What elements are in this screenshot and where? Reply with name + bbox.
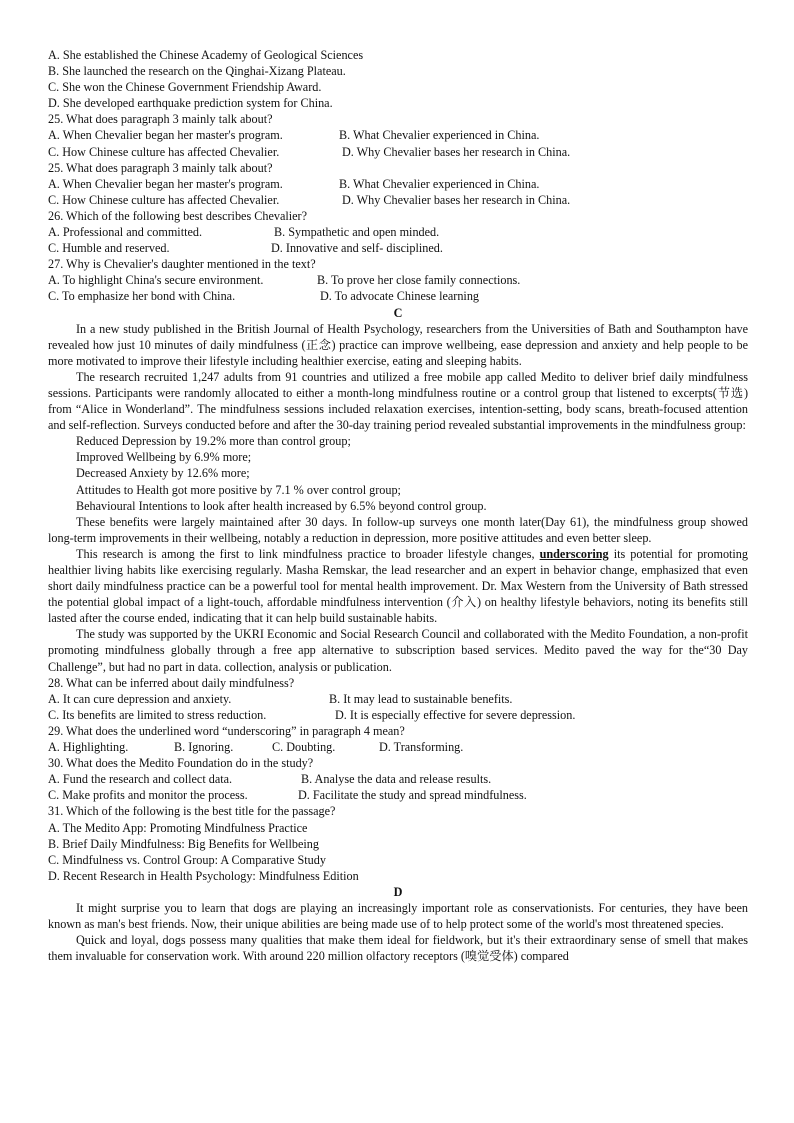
result-anxiety: Decreased Anxiety by 12.6% more; bbox=[76, 466, 250, 481]
section-d-paragraph-1: It might surprise you to learn that dogs are playing an increasingly important role as conservationists. For centuries, they have been known as man's best friends. Now, their unique abilities are being made use of to help protect some of the world's most threatened species. bbox=[48, 900, 748, 932]
section-c-paragraph-5: The study was supported by the UKRI Economic and Social Research Council and collaborated with the Medito Foundation, a non-profit promoting mindfulness globally through a free app alternative to subscription based services. Medito paved the way for the“30 Day Challenge”, but had no part in data. collection, analysis or publication. bbox=[48, 627, 748, 674]
section-c-paragraph-1: In a new study published in the British Journal of Health Psychology, researchers from the Universities of Bath and Southampton have revealed how just 10 minutes of daily mindfulness (正念) practice can improve wellbeing, ease depression and anxiety and help people to be more motivated to improve their lifestyle including healthier exercise, eating and sleeping habits. bbox=[48, 321, 748, 368]
q27-stem: 27. Why is Chevalier's daughter mentioned in the text? bbox=[48, 257, 316, 272]
q25a-option-c[interactable]: C. How Chinese culture has affected Chevalier. bbox=[48, 144, 280, 159]
q26-option-b[interactable]: B. Sympathetic and open minded. bbox=[274, 225, 440, 240]
section-c-paragraph-4 bbox=[48, 546, 748, 626]
q25b-option-c[interactable]: C. How Chinese culture has affected Chevalier. bbox=[48, 192, 280, 207]
q30-option-d[interactable]: D. Facilitate the study and spread mindfulness. bbox=[298, 788, 527, 803]
q24-option-b[interactable]: B. She launched the research on the Qinghai-Xizang Plateau. bbox=[48, 64, 346, 79]
q25a-option-a[interactable]: A. When Chevalier began her master's program. bbox=[48, 128, 283, 143]
p4-after: its potential for promoting healthier living habits like exercising regularly. Masha Remskar, the lead researcher and an expert in behavior change, emphasized that even short daily mindfulness practice can be a powerful tool for mental health improvement. Dr. Max Western from the University of Bath stressed the potential global impact of a light-touch, affordable mindfulness intervention (介入) on healthy lifestyle behaviors, noting its benefits still lasted after the course ended, indicating that it can help build sustainable habits. bbox=[48, 546, 748, 626]
question-30 bbox=[48, 755, 748, 803]
q26-stem: 26. Which of the following best describes Chevalier? bbox=[48, 208, 308, 223]
q27-option-a[interactable]: A. To highlight China's secure environment. bbox=[48, 273, 264, 288]
p4-before: This research is among the first to link mindfulness practice to broader lifestyle changes, bbox=[76, 546, 540, 561]
section-d-paragraph-2: Quick and loyal, dogs possess many qualities that make them ideal for fieldwork, but it's their extraordinary sense of smell that makes them invaluable for conservation work. With around 220 million olfactory receptors (嗅觉受体) compared bbox=[48, 933, 748, 964]
q26-option-c[interactable]: C. Humble and reserved. bbox=[48, 241, 170, 256]
exam-page bbox=[48, 47, 748, 964]
q29-option-b[interactable]: B. Ignoring. bbox=[174, 740, 234, 755]
q31-option-d[interactable]: D. Recent Research in Health Psychology: Mindfulness Edition bbox=[48, 868, 359, 883]
q25a-option-b[interactable]: B. What Chevalier experienced in China. bbox=[339, 128, 540, 143]
q31-stem: 31. Which of the following is the best title for the passage? bbox=[48, 804, 336, 819]
q31-option-c[interactable]: C. Mindfulness vs. Control Group: A Comparative Study bbox=[48, 852, 326, 867]
q24-option-d[interactable]: D. She developed earthquake prediction system for China. bbox=[48, 96, 333, 111]
q28-stem: 28. What can be inferred about daily mindfulness? bbox=[48, 675, 295, 690]
q27-option-c[interactable]: C. To emphasize her bond with China. bbox=[48, 289, 236, 304]
q28-option-c[interactable]: C. Its benefits are limited to stress reduction. bbox=[48, 707, 267, 722]
q30-option-a[interactable]: A. Fund the research and collect data. bbox=[48, 772, 233, 787]
section-c-heading: C bbox=[393, 305, 403, 320]
underscoring-keyword: underscoring bbox=[539, 546, 609, 561]
question-28 bbox=[48, 675, 748, 723]
question-25a bbox=[48, 111, 748, 159]
q29-stem: 29. What does the underlined word “underscoring” in paragraph 4 mean? bbox=[48, 723, 405, 738]
q25b-option-d[interactable]: D. Why Chevalier bases her research in China. bbox=[342, 192, 571, 207]
q25b-option-a[interactable]: A. When Chevalier began her master's program. bbox=[48, 176, 283, 191]
q25a-stem: 25. What does paragraph 3 mainly talk about? bbox=[48, 112, 273, 127]
section-c-paragraph-2: The research recruited 1,247 adults from 91 countries and utilized a free mobile app called Medito to deliver brief daily mindfulness sessions. Participants were randomly allocated to either a month-long mindfulness routine or a control group that listened to excerpts(节选) from “Alice in Wonderland”. The mindfulness sessions included relaxation exercises, intention-setting, body scans, breath-focused attention and self-reflection. Surveys conducted before and after the 30-day training period revealed substantial improvements in the mindfulness group: bbox=[48, 369, 748, 433]
q28-option-a[interactable]: A. It can cure depression and anxiety. bbox=[48, 691, 232, 706]
q27-option-b[interactable]: B. To prove her close family connections. bbox=[317, 273, 521, 288]
q30-option-c[interactable]: C. Make profits and monitor the process. bbox=[48, 788, 248, 803]
question-31 bbox=[48, 803, 748, 883]
q25a-option-d[interactable]: D. Why Chevalier bases her research in China. bbox=[342, 144, 571, 159]
q28-option-d[interactable]: D. It is especially effective for severe depression. bbox=[335, 707, 576, 722]
q29-option-d[interactable]: D. Transforming. bbox=[379, 740, 464, 755]
result-wellbeing: Improved Wellbeing by 6.9% more; bbox=[76, 450, 252, 465]
q31-option-b[interactable]: B. Brief Daily Mindfulness: Big Benefits for Wellbeing bbox=[48, 836, 319, 851]
result-depression: Reduced Depression by 19.2% more than control group; bbox=[76, 434, 351, 449]
question-29 bbox=[48, 723, 748, 755]
q26-option-a[interactable]: A. Professional and committed. bbox=[48, 225, 203, 240]
q30-option-b[interactable]: B. Analyse the data and release results. bbox=[301, 772, 492, 787]
q24-option-c[interactable]: C. She won the Chinese Government Friendship Award. bbox=[48, 80, 322, 95]
result-intentions: Behavioural Intentions to look after health increased by 6.5% beyond control group. bbox=[76, 498, 487, 513]
section-d-heading: D bbox=[393, 884, 403, 899]
q24-options bbox=[48, 47, 748, 111]
q29-option-a[interactable]: A. Highlighting. bbox=[48, 740, 129, 755]
q25b-stem: 25. What does paragraph 3 mainly talk about? bbox=[48, 160, 273, 175]
section-c-paragraph-3: These benefits were largely maintained after 30 days. In follow-up surveys one month later(Day 61), the mindfulness group showed long-term improvements in their wellbeing, notably a reduction in depression, more positive attitudes and even better sleep. bbox=[48, 514, 748, 545]
q31-option-a[interactable]: A. The Medito App: Promoting Mindfulness Practice bbox=[48, 820, 308, 835]
q29-option-c[interactable]: C. Doubting. bbox=[272, 740, 336, 755]
q25b-option-b[interactable]: B. What Chevalier experienced in China. bbox=[339, 176, 540, 191]
q26-option-d[interactable]: D. Innovative and self- disciplined. bbox=[271, 241, 443, 256]
q28-option-b[interactable]: B. It may lead to sustainable benefits. bbox=[329, 691, 513, 706]
q30-stem: 30. What does the Medito Foundation do in the study? bbox=[48, 756, 314, 771]
result-attitudes: Attitudes to Health got more positive by 7.1 % over control group; bbox=[76, 482, 401, 497]
q24-option-a[interactable]: A. She established the Chinese Academy of Geological Sciences bbox=[48, 48, 364, 62]
question-26 bbox=[48, 208, 748, 256]
question-25b bbox=[48, 160, 748, 208]
results-list bbox=[48, 433, 748, 513]
q27-option-d[interactable]: D. To advocate Chinese learning bbox=[320, 289, 480, 304]
question-27 bbox=[48, 256, 748, 304]
